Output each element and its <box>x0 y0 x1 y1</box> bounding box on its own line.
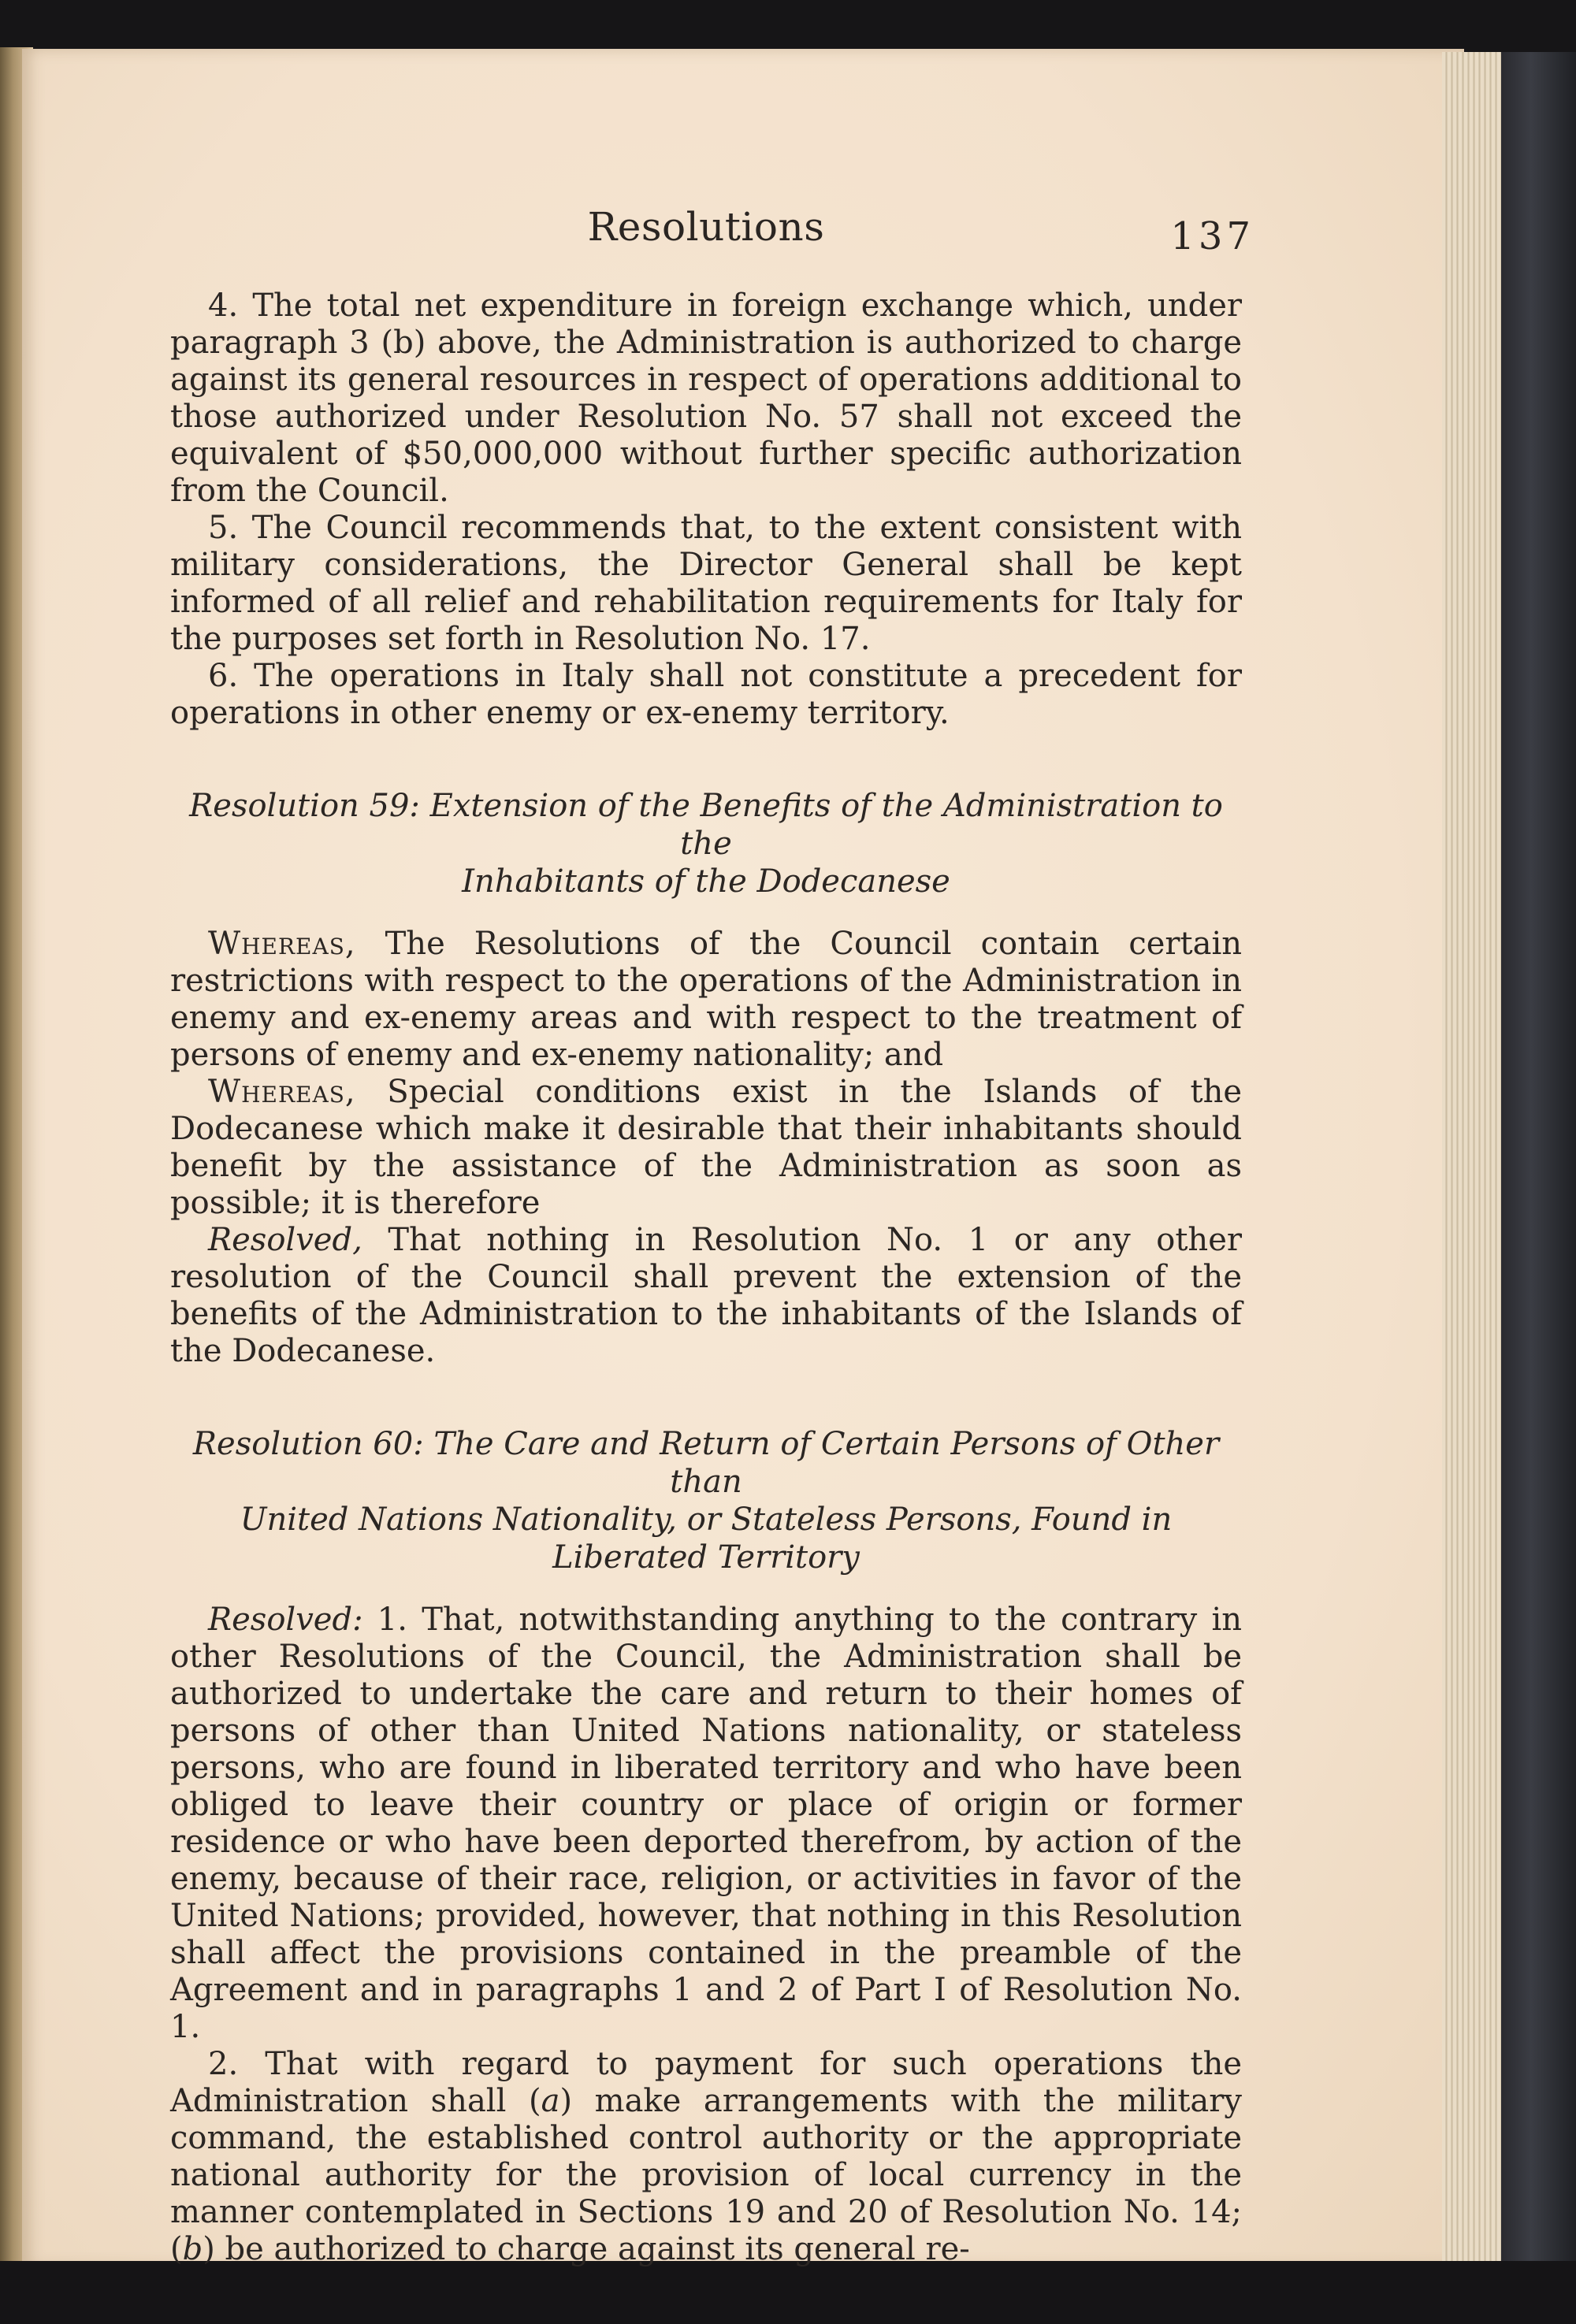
item-2-text: 2. That with regard to payment for such operations the Administration shall ( <box>170 2046 1242 2119</box>
resolved-item-1-text: 1. That, notwithstanding anything to the contrary in other Resolutions of the Council, the Administration shall be authorized to undertake the care and return to their homes of persons of other than United Nations nationality, or stateless persons, who are found in liberated territory and who have been obliged to leave their country or place of origin or former residence or who have been deported therefrom, by action of the enemy, because of their race, religion, or activities in favor of the United Nations; provided, however, that nothing in this Resolution shall affect the provisions contained in the preamble of the Agreement and in paragraphs 1 and 2 of Part I of Resolution No. 1. <box>170 1602 1242 2045</box>
resolved-lead: Resolved: <box>208 1602 363 1638</box>
paragraph-6: 6. The operations in Italy shall not constitute a precedent for operations in other enemy or ex-enemy territory. <box>170 658 1242 731</box>
resolved-paragraph <box>170 1222 1242 1370</box>
item-2-text: ) be authorized to charge against its general re- <box>203 2231 970 2267</box>
resolution-60-heading-line: Liberated Territory <box>552 1539 860 1576</box>
book-cover <box>1501 52 1576 2266</box>
resolution-59-heading-line: Resolution 59: Extension of the Benefits of the Administration to the <box>189 788 1223 862</box>
resolution-60-heading-line: United Nations Nationality, or Stateless Persons, Found in <box>240 1502 1173 1538</box>
resolved-lead: Resolved, <box>208 1222 362 1258</box>
whereas-paragraph-2 <box>170 1074 1242 1222</box>
page-content <box>170 204 1254 2268</box>
background-bottom <box>0 2261 1576 2324</box>
paragraph-4: 4. The total net expenditure in foreign exchange which, under paragraph 3 (b) above, the Administration is authorized to charge against its general resources in respect of operations additional to those authorized under Resolution No. 57 shall not exceed the equivalent of $50,000,000 without further specific authorization from the Council. <box>170 288 1242 509</box>
item-2-letter-b: b <box>182 2231 203 2267</box>
resolution-60-heading <box>170 1425 1242 1576</box>
item-2-text: ) make arrangements with the military command, the established control authority or the appropriate national authority for the provision of local currency in the manner contemplated in Sections 19 and 20 of Resolution No. 14; ( <box>170 2083 1242 2267</box>
paragraph-5: 5. The Council recommends that, to the extent consistent with military considerations, the Director General shall be kept informed of all relief and rehabilitation requirements for Italy for the purposes set forth in Resolution No. 17. <box>170 510 1242 657</box>
background-top <box>0 0 1576 54</box>
page-edges <box>1442 52 1505 2266</box>
whereas-paragraph-1 <box>170 926 1242 1074</box>
resolved-item-1 <box>170 1602 1242 2046</box>
whereas-text: The Resolutions of the Council contain certain restrictions with respect to the operations of the Administration in enemy and ex-enemy areas and with respect to the treatment of persons of enemy and ex-enemy nationality; and <box>170 926 1242 1073</box>
running-title: Resolutions <box>587 204 825 250</box>
whereas-lead: Whereas, <box>208 1074 356 1110</box>
item-2-letter-a: a <box>541 2083 560 2119</box>
running-head <box>170 204 1254 258</box>
page-number: 137 <box>1170 214 1254 258</box>
resolution-60-heading-line: Resolution 60: The Care and Return of Certain Persons of Other than <box>192 1426 1220 1500</box>
resolved-item-2 <box>170 2046 1242 2268</box>
resolution-59-heading-line: Inhabitants of the Dodecanese <box>462 863 950 900</box>
resolution-59-heading <box>170 787 1242 900</box>
whereas-lead: Whereas, <box>208 926 356 962</box>
whereas-text: Special conditions exist in the Islands of the Dodecanese which make it desirable that their inhabitants should benefit by the assistance of the Administration as soon as possible; it is therefore <box>170 1074 1242 1221</box>
resolved-text: That nothing in Resolution No. 1 or any other resolution of the Council shall prevent the extension of the benefits of the Administration to the inhabitants of the Islands of the Dodecanese. <box>170 1222 1242 1369</box>
